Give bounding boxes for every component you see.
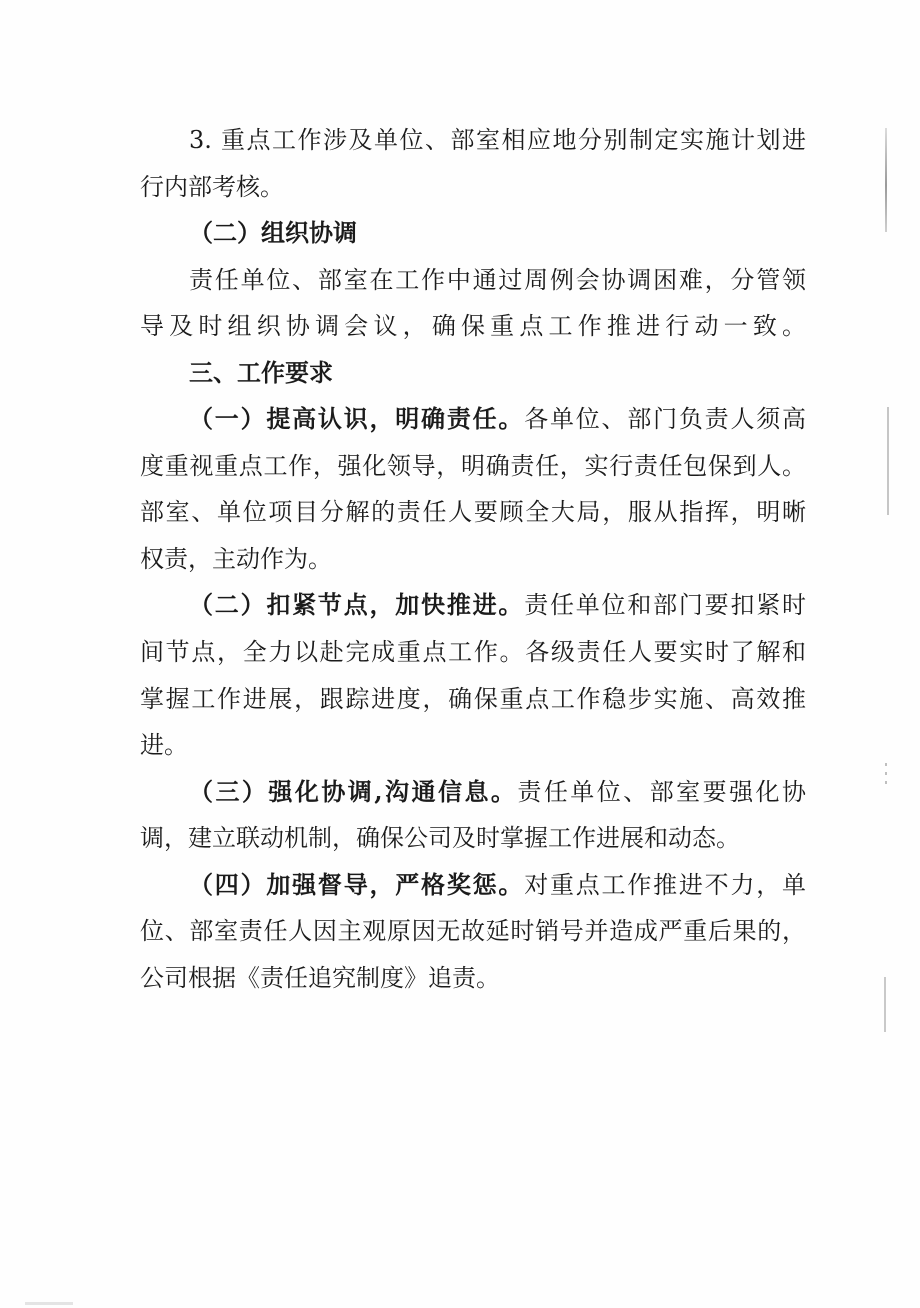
subsection-2-line bbox=[140, 582, 806, 629]
scan-artifact-streak bbox=[884, 977, 886, 1032]
scan-artifact-dots bbox=[885, 763, 887, 785]
subsection-2-title: （二）扣紧节点，加快推进。 bbox=[189, 590, 525, 620]
text-line: 进。 bbox=[140, 731, 188, 760]
scan-artifact-streak bbox=[885, 128, 887, 232]
document-body bbox=[140, 117, 806, 1001]
text-line: 部室、单位项目分解的责任人要顾全大局，服从指挥，明晰 bbox=[140, 498, 806, 527]
subsection-4-title: （四）加强督导，严格奖惩。 bbox=[189, 869, 525, 899]
text-line: 行内部考核。 bbox=[140, 172, 284, 201]
text-line: 间节点，全力以赴完成重点工作。各级责任人要实时了解和 bbox=[140, 638, 806, 667]
scan-artifact-streak bbox=[887, 407, 889, 515]
text-run: 对重点工作推进不力，单 bbox=[524, 870, 807, 899]
text-line: 权责，主动作为。 bbox=[140, 544, 332, 573]
text-line: 公司根据《责任追究制度》追责。 bbox=[140, 963, 500, 992]
subsection-3-title: （三）强化协调,沟通信息。 bbox=[189, 776, 518, 806]
text-line: 度重视重点工作，强化领导，明确责任，实行责任包保到人。 bbox=[140, 451, 806, 480]
text-line: 调，建立联动机制，确保公司及时掌握工作进展和动态。 bbox=[140, 824, 740, 853]
text-run: 各单位、部门负责人须高 bbox=[524, 405, 807, 434]
section-heading-2: （二）组织协调 bbox=[189, 218, 357, 248]
subsection-4-line bbox=[140, 862, 806, 909]
scan-artifact-smudge bbox=[25, 1302, 73, 1305]
text-run: 责任单位和部门要扣紧时 bbox=[524, 591, 807, 620]
text-line: 责任单位、部室在工作中通过周例会协调困难，分管领 bbox=[189, 265, 806, 294]
subsection-1-title: （一）提高认识，明确责任。 bbox=[189, 404, 525, 434]
text-line: 掌握工作进展，跟踪进度，确保重点工作稳步实施、高效推 bbox=[140, 684, 806, 713]
list-item-3: 3. 重点工作涉及单位、部室相应地分别制定实施计划进 bbox=[189, 126, 806, 154]
subsection-3-line bbox=[140, 769, 806, 816]
subsection-1-line bbox=[140, 396, 806, 443]
section-heading-3: 三、工作要求 bbox=[189, 357, 333, 387]
text-line: 位、部室责任人因主观原因无故延时销号并造成严重后果的， bbox=[140, 917, 806, 946]
text-run: 责任单位、部室要强化协 bbox=[517, 777, 807, 806]
text-line: 导及时组织协调会议，确保重点工作推进行动一致。 bbox=[140, 312, 806, 341]
